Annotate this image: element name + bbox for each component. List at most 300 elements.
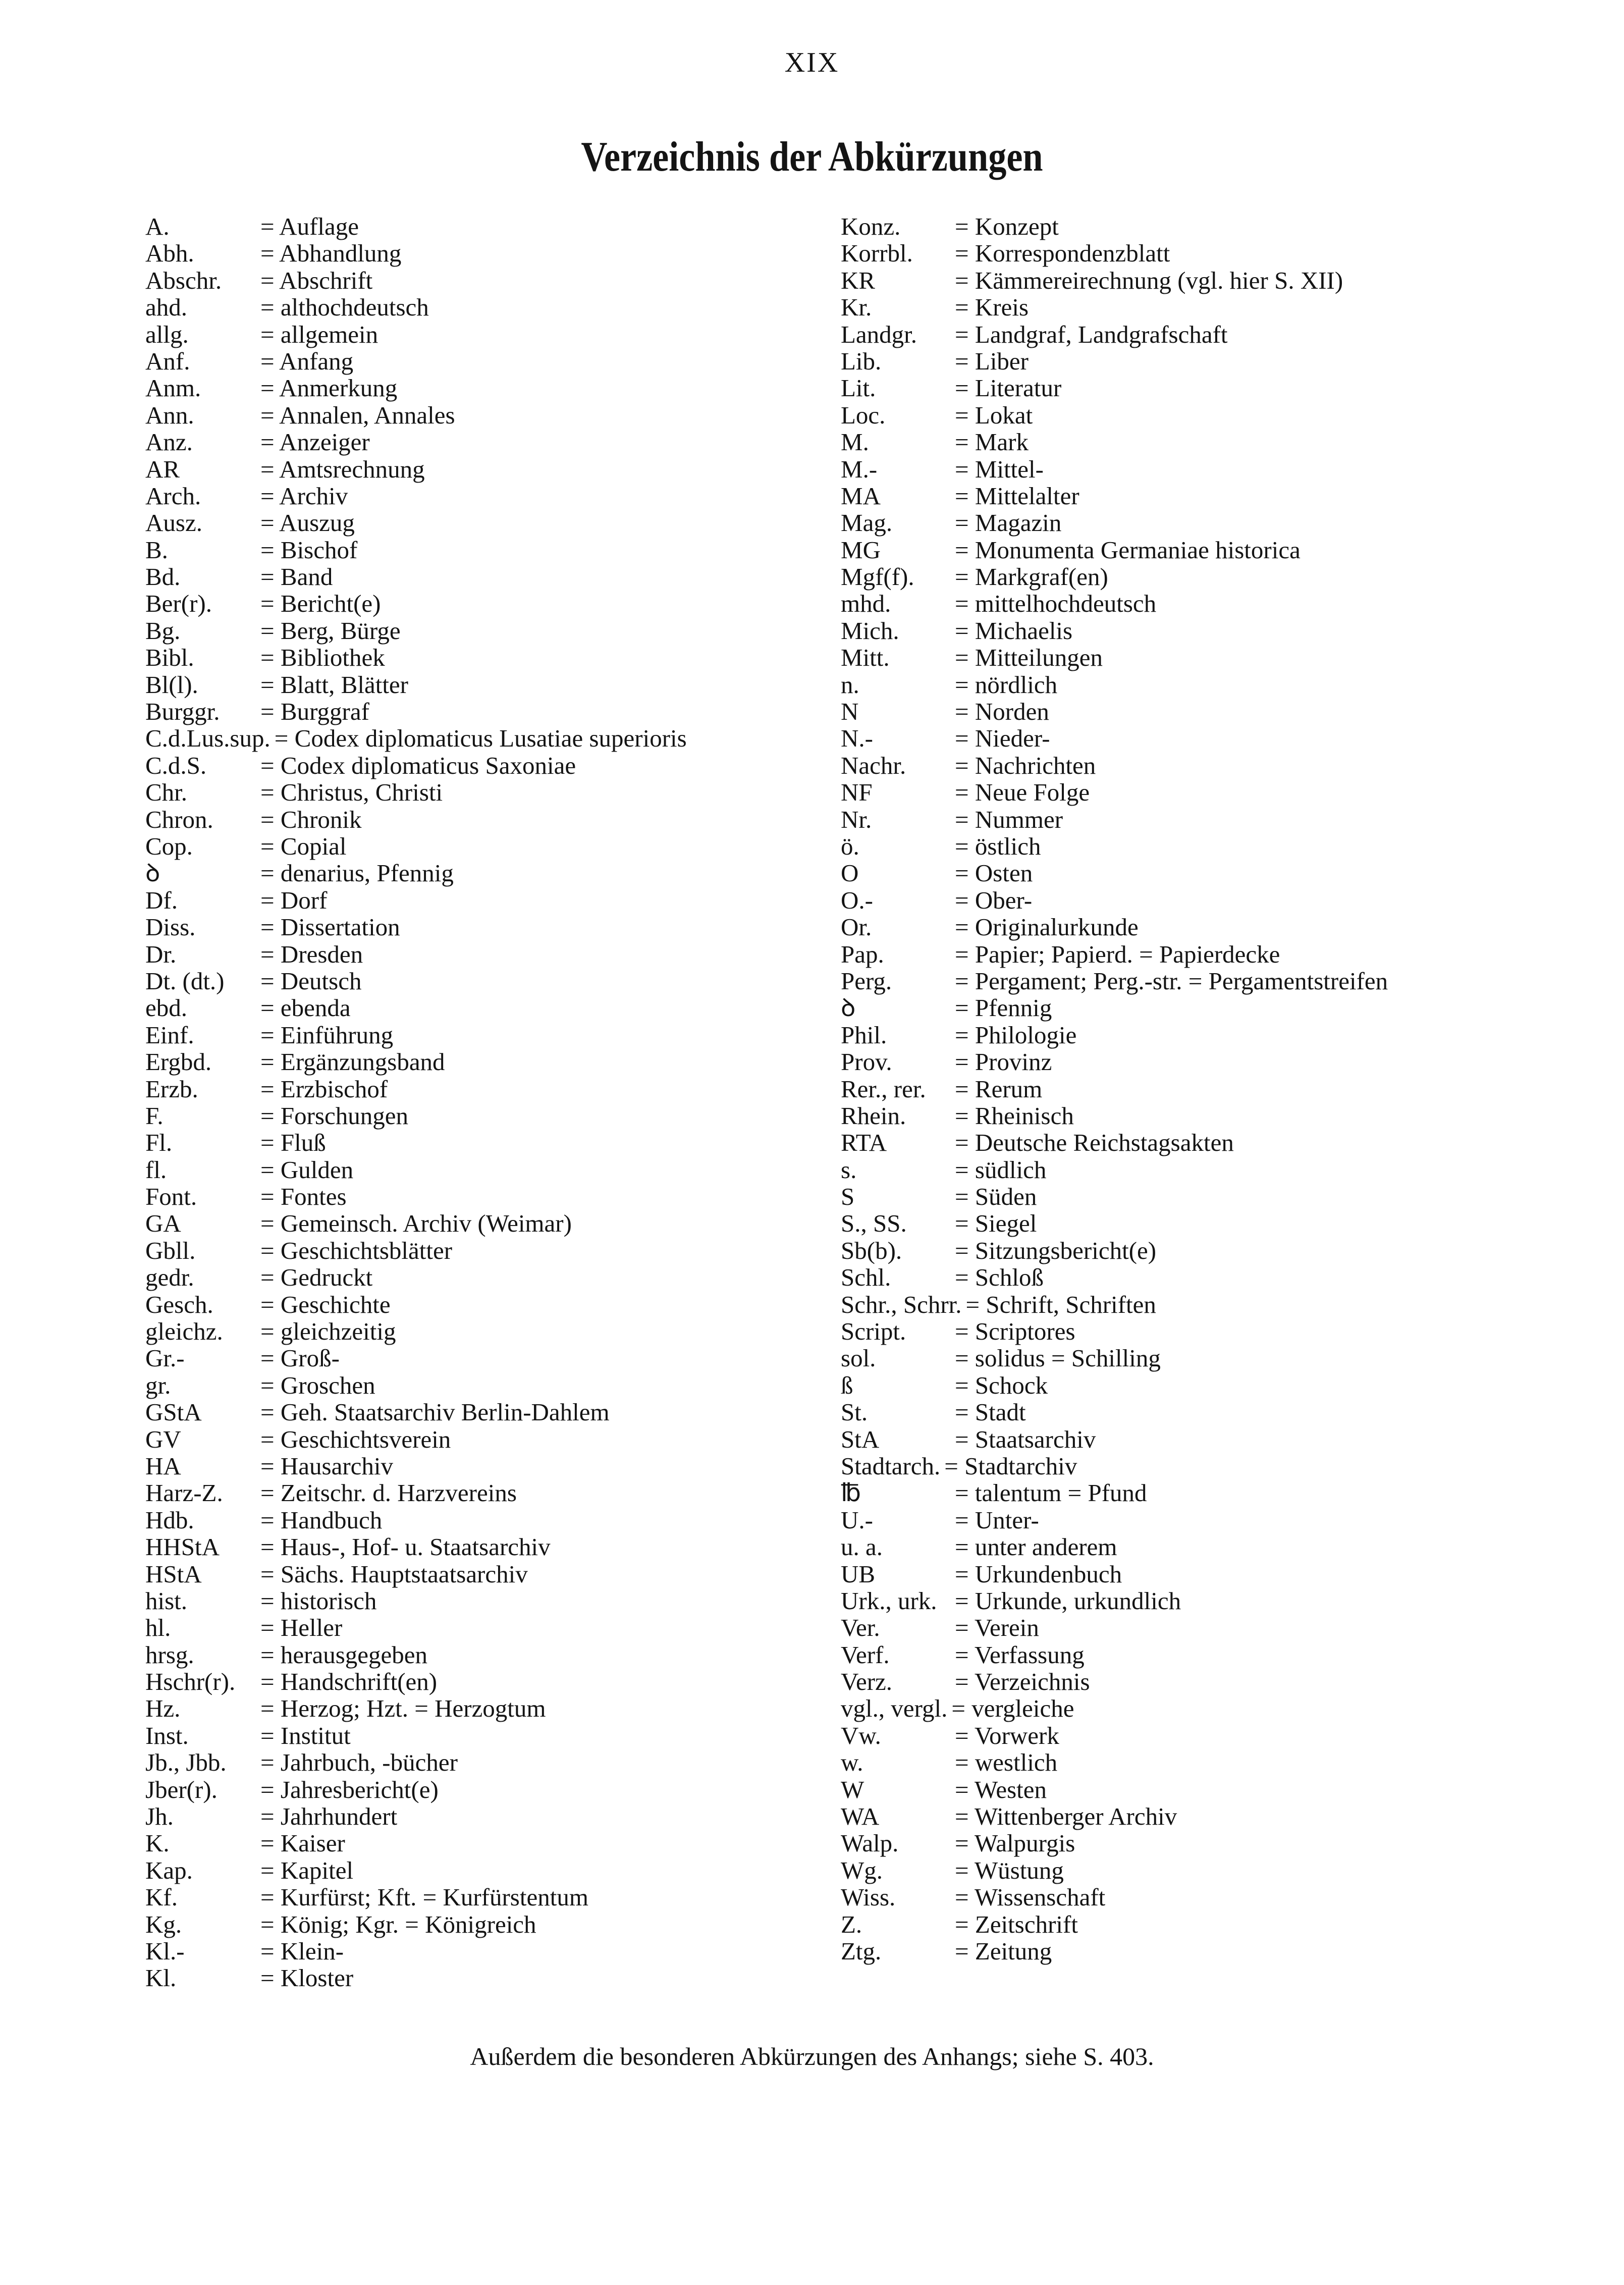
abbreviation-entry	[841, 563, 1588, 590]
abbreviation-entry	[145, 1803, 852, 1830]
abbreviation: Erzb.	[145, 1075, 198, 1103]
abbreviation-entry	[841, 698, 1588, 725]
abbreviation-entry	[145, 1587, 852, 1614]
abbreviation-entry	[841, 1803, 1588, 1830]
footnote: Außerdem die besonderen Abkürzungen des Anhangs; siehe S. 403.	[470, 2042, 1154, 2070]
abbreviation-entry	[145, 1076, 852, 1102]
abbreviation-entry	[841, 1668, 1588, 1695]
abbreviation-entry	[145, 1453, 852, 1479]
abbreviation: NF	[841, 778, 873, 807]
abbreviation: Stadtarch.	[841, 1452, 941, 1480]
abbreviation-entry	[841, 1102, 1588, 1129]
abbreviation-entry	[145, 1533, 852, 1560]
abbreviation-definition: = Schrift, Schriften	[965, 1290, 1156, 1318]
abbreviation-definition: = Westen	[955, 1775, 1047, 1803]
abbreviation-definition: = Urkunde, urkundlich	[955, 1586, 1181, 1615]
abbreviation-entry	[145, 1938, 852, 1964]
abbreviation-entry	[841, 1561, 1588, 1587]
abbreviation: Rer., rer.	[841, 1075, 926, 1103]
abbreviation: Ztg.	[841, 1937, 882, 1965]
abbreviation-entry	[841, 1533, 1588, 1560]
abbreviation: Or.	[841, 913, 872, 941]
abbreviation-entry	[145, 213, 852, 240]
abbreviation-entry	[145, 1102, 852, 1129]
abbreviation-entry	[145, 240, 852, 267]
abbreviation-entry	[145, 456, 852, 483]
abbreviation-definition: = Deutsch	[260, 967, 362, 995]
abbreviation-definition: = Anfang	[260, 347, 354, 375]
abbreviation-definition: = Zeitschr. d. Harzvereins	[260, 1479, 517, 1507]
abbreviation-definition: = Fluß	[260, 1129, 326, 1157]
abbreviation-definition: = Unter-	[955, 1506, 1039, 1534]
abbreviation: Hschr(r).	[145, 1668, 236, 1696]
abbreviation: fl.	[145, 1155, 167, 1184]
abbreviation-entry	[145, 402, 852, 429]
abbreviation-entry	[145, 1776, 852, 1803]
abbreviation-definition: = Einführung	[260, 1021, 394, 1049]
abbreviation-definition: = Jahrhundert	[260, 1802, 398, 1831]
abbreviation-entry	[145, 509, 852, 536]
abbreviation: Hz.	[145, 1694, 181, 1723]
abbreviation: Burggr.	[145, 698, 220, 726]
abbreviation: gedr.	[145, 1263, 194, 1292]
abbreviation: Gbll.	[145, 1236, 196, 1264]
abbreviation: MG	[841, 536, 881, 564]
abbreviation: Bibl.	[145, 644, 194, 672]
abbreviation-definition: = Mitteilungen	[955, 644, 1103, 672]
abbreviation: w.	[841, 1748, 863, 1777]
abbreviation-entry	[841, 941, 1588, 968]
abbreviation-definition: = solidus = Schilling	[955, 1344, 1161, 1372]
abbreviation-entry	[841, 914, 1588, 940]
abbreviation-definition: = Schloß	[955, 1263, 1044, 1292]
abbreviation: ahd.	[145, 293, 187, 322]
abbreviation: U.-	[841, 1506, 873, 1534]
abbreviation: Perg.	[841, 967, 892, 995]
abbreviation: Pap.	[841, 940, 884, 968]
abbreviation-entry	[145, 1345, 852, 1371]
abbreviation-definition: = Geschichte	[260, 1290, 391, 1318]
abbreviation: Kl.-	[145, 1937, 185, 1965]
abbreviation-definition: = Wissenschaft	[955, 1883, 1106, 1911]
abbreviation-definition: = ebenda	[260, 994, 351, 1022]
abbreviation-definition: = Blatt, Blätter	[260, 670, 408, 699]
abbreviation-entry	[145, 779, 852, 806]
abbreviation: St.	[841, 1398, 868, 1426]
abbreviation: N.-	[841, 724, 873, 753]
abbreviation-entry	[841, 1399, 1588, 1425]
abbreviation-entry	[841, 1884, 1588, 1910]
abbreviation-definition: = Walpurgis	[955, 1829, 1075, 1857]
abbreviation-definition: = Archiv	[260, 482, 348, 510]
abbreviation-definition: = Sitzungsbericht(e)	[955, 1236, 1157, 1264]
abbreviation-definition: = Mittel-	[955, 455, 1044, 483]
abbreviation-entry	[145, 294, 852, 321]
abbreviation-entry	[841, 1507, 1588, 1533]
abbreviation-definition: = Rerum	[955, 1075, 1043, 1103]
abbreviation-entry	[841, 1129, 1588, 1156]
abbreviation-definition: = Klein-	[260, 1937, 344, 1965]
abbreviation: hl.	[145, 1614, 171, 1642]
abbreviation-definition: = Literatur	[955, 374, 1062, 402]
abbreviation-definition: = Jahrbuch, -bücher	[260, 1748, 458, 1777]
abbreviation-definition: = Urkundenbuch	[955, 1560, 1122, 1588]
abbreviation: Loc.	[841, 401, 886, 429]
abbreviation: Hdb.	[145, 1506, 194, 1534]
abbreviation: F.	[145, 1101, 164, 1130]
abbreviation-entry	[145, 941, 852, 968]
abbreviation-definition: = Codex diplomaticus Lusatiae superioris	[274, 724, 687, 753]
abbreviation-definition: = herausgegeben	[260, 1640, 428, 1669]
abbreviation-entry	[145, 887, 852, 914]
abbreviation: Kg.	[145, 1910, 182, 1938]
abbreviation-definition: = Hausarchiv	[260, 1452, 394, 1480]
abbreviation: Abh.	[145, 239, 194, 268]
abbreviation-definition: = Amtsrechnung	[260, 455, 425, 483]
abbreviation: Nr.	[841, 805, 872, 833]
abbreviation-definition: = Mark	[955, 428, 1029, 456]
abbreviation-definition: = Codex diplomaticus Saxoniae	[260, 751, 576, 779]
abbreviation: Mich.	[841, 616, 899, 645]
abbreviation-entry	[145, 267, 852, 294]
abbreviation-definition: = Haus-, Hof- u. Staatsarchiv	[260, 1533, 551, 1561]
abbreviation: Vw.	[841, 1721, 881, 1749]
abbreviation-definition: = Lokat	[955, 401, 1033, 429]
abbreviation-definition: = Abschrift	[260, 266, 373, 294]
abbreviation-definition: = Dresden	[260, 940, 363, 968]
abbreviation: Ergbd.	[145, 1048, 212, 1076]
abbreviation: Chron.	[145, 805, 213, 833]
abbreviation: Script.	[841, 1317, 906, 1346]
abbreviation-definition: = Groschen	[260, 1371, 375, 1399]
abbreviation-entry	[841, 1291, 1588, 1318]
abbreviation-definition: = Verein	[955, 1614, 1039, 1642]
abbreviation-definition: = Wittenberger Archiv	[955, 1802, 1177, 1831]
abbreviation-definition: = Verzeichnis	[955, 1668, 1090, 1696]
abbreviation: sol.	[841, 1344, 876, 1372]
abbreviation: Jb., Jbb.	[145, 1748, 227, 1777]
abbreviation-definition: = Chronik	[260, 805, 362, 833]
abbreviation-entry	[145, 860, 852, 886]
abbreviation-definition: = Ergänzungsband	[260, 1048, 445, 1076]
abbreviation-definition: = nördlich	[955, 670, 1058, 699]
abbreviation: Phil.	[841, 1021, 887, 1049]
abbreviation: n.	[841, 670, 859, 699]
abbreviation-definition: = Jahresbericht(e)	[260, 1775, 439, 1803]
abbreviation-definition: = Landgraf, Landgrafschaft	[955, 320, 1228, 348]
abbreviation: GStA	[145, 1398, 202, 1426]
abbreviation-definition: = Nummer	[955, 805, 1063, 833]
abbreviation-definition: = Geschichtsverein	[260, 1425, 451, 1453]
abbreviation-entry	[841, 860, 1588, 886]
abbreviation-definition: = gleichzeitig	[260, 1317, 396, 1346]
abbreviation: Anm.	[145, 374, 201, 402]
abbreviation-definition: = Markgraf(en)	[955, 563, 1108, 591]
abbreviation: Einf.	[145, 1021, 194, 1049]
abbreviation-entry	[841, 1183, 1588, 1210]
abbreviation: Korrbl.	[841, 239, 913, 268]
abbreviation-entry	[145, 1884, 852, 1910]
abbreviation-definition: = südlich	[955, 1155, 1047, 1184]
abbreviation-entry	[145, 1237, 852, 1264]
abbreviation-definition: = Liber	[955, 347, 1028, 375]
abbreviation-definition: = Gedruckt	[260, 1263, 373, 1292]
abbreviation-definition: = Vorwerk	[955, 1721, 1059, 1749]
abbreviation-definition: = historisch	[260, 1586, 377, 1615]
abbreviation-entry	[145, 1048, 852, 1075]
abbreviation-definition: = Christus, Christi	[260, 778, 443, 807]
abbreviation-entry	[145, 1291, 852, 1318]
abbreviation-entry	[841, 294, 1588, 321]
abbreviation: hist.	[145, 1586, 188, 1615]
abbreviation-definition: = Papier; Papierd. = Papierdecke	[955, 940, 1280, 968]
abbreviation: Bg.	[145, 616, 181, 645]
abbreviation-definition: = Originalurkunde	[955, 913, 1139, 941]
abbreviation: O	[841, 859, 859, 887]
abbreviation-entry	[145, 617, 852, 644]
abbreviation: Verf.	[841, 1640, 890, 1669]
abbreviation-definition: = unter anderem	[955, 1533, 1117, 1561]
abbreviation-definition: = östlich	[955, 832, 1041, 860]
abbreviation: Ver.	[841, 1614, 880, 1642]
abbreviation: Urk., urk.	[841, 1586, 937, 1615]
abbreviation-list-right	[841, 213, 1588, 1964]
abbreviation: vgl., vergl.	[841, 1694, 948, 1723]
abbreviation: Ann.	[145, 401, 194, 429]
abbreviation: S., SS.	[841, 1209, 907, 1238]
abbreviation-entry	[145, 752, 852, 779]
abbreviation: ℔	[841, 1479, 861, 1507]
abbreviation-definition: = Verfassung	[955, 1640, 1085, 1669]
abbreviation-definition: = Zeitschrift	[955, 1910, 1078, 1938]
abbreviation: O.-	[841, 886, 873, 914]
abbreviation-definition: = Auszug	[260, 509, 355, 537]
abbreviation: Dt. (dt.)	[145, 967, 225, 995]
abbreviation: KR	[841, 266, 876, 294]
abbreviation-entry	[841, 1830, 1588, 1856]
abbreviation-definition: = Dissertation	[260, 913, 400, 941]
abbreviation: Ber(r).	[145, 590, 212, 618]
abbreviation-entry	[145, 1399, 852, 1425]
abbreviation: C.d.S.	[145, 751, 207, 779]
abbreviation: S	[841, 1183, 855, 1211]
abbreviation-definition: = Stadt	[955, 1398, 1026, 1426]
abbreviation: Schr., Schrr.	[841, 1290, 962, 1318]
abbreviation: allg.	[145, 320, 189, 348]
abbreviation-definition: = Provinz	[955, 1048, 1052, 1076]
abbreviation-definition: = mittelhochdeutsch	[955, 590, 1157, 618]
abbreviation-definition: = allgemein	[260, 320, 378, 348]
abbreviation: Bd.	[145, 563, 181, 591]
abbreviation-entry	[145, 1641, 852, 1668]
abbreviation-entry	[841, 483, 1588, 509]
abbreviation: Kf.	[145, 1883, 178, 1911]
abbreviation: Mgf(f).	[841, 563, 914, 591]
abbreviation: HA	[145, 1452, 181, 1480]
abbreviation-definition: = Handschrift(en)	[260, 1668, 438, 1696]
abbreviation-definition: = Wüstung	[955, 1856, 1064, 1884]
abbreviation-entry	[841, 348, 1588, 375]
abbreviation-definition: = Neue Folge	[955, 778, 1090, 807]
abbreviation: WA	[841, 1802, 880, 1831]
abbreviation-entry	[145, 321, 852, 348]
abbreviation: ꝺ	[145, 859, 160, 887]
abbreviation: Z.	[841, 1910, 862, 1938]
abbreviation: Mitt.	[841, 644, 890, 672]
abbreviation: C.d.Lus.sup.	[145, 724, 270, 753]
abbreviation-entry	[145, 1372, 852, 1399]
abbreviation-entry	[841, 429, 1588, 455]
abbreviation-definition: = Fontes	[260, 1183, 347, 1211]
abbreviation-entry	[145, 1911, 852, 1938]
abbreviation-entry	[841, 779, 1588, 806]
abbreviation-definition: = Rheinisch	[955, 1101, 1074, 1130]
abbreviation-definition: = Kaiser	[260, 1829, 345, 1857]
abbreviation-definition: = Staatsarchiv	[955, 1425, 1096, 1453]
abbreviation-definition: = Scriptores	[955, 1317, 1075, 1346]
abbreviation-definition: = Band	[260, 563, 333, 591]
abbreviation-entry	[841, 1641, 1588, 1668]
abbreviation-definition: = Anzeiger	[260, 428, 370, 456]
abbreviation-entry	[145, 1749, 852, 1776]
abbreviation: Landgr.	[841, 320, 917, 348]
abbreviation: UB	[841, 1560, 876, 1588]
abbreviation-definition: = Kreis	[955, 293, 1029, 322]
abbreviation-definition: = Nieder-	[955, 724, 1050, 753]
abbreviation-entry	[145, 1695, 852, 1722]
abbreviation-entry	[841, 725, 1588, 752]
abbreviation-definition: = Anmerkung	[260, 374, 398, 402]
abbreviation-entry	[841, 644, 1588, 671]
abbreviation-entry	[145, 833, 852, 860]
abbreviation-entry	[841, 537, 1588, 563]
abbreviation: Cop.	[145, 832, 193, 860]
abbreviation-entry	[145, 968, 852, 994]
abbreviation-entry	[145, 914, 852, 940]
abbreviation: Bl(l).	[145, 670, 198, 699]
abbreviation-entry	[145, 1561, 852, 1587]
abbreviation: Konz.	[841, 212, 901, 240]
abbreviation: HHStA	[145, 1533, 220, 1561]
abbreviation-entry	[145, 375, 852, 401]
abbreviation-entry	[841, 1345, 1588, 1371]
abbreviation-entry	[841, 590, 1588, 617]
abbreviation-entry	[841, 994, 1588, 1021]
abbreviation: Prov.	[841, 1048, 892, 1076]
abbreviation-definition: = althochdeutsch	[260, 293, 429, 322]
abbreviation-entry	[841, 321, 1588, 348]
abbreviation-definition: = Dorf	[260, 886, 328, 914]
abbreviation-entry	[145, 1507, 852, 1533]
abbreviation-definition: = Burggraf	[260, 698, 369, 726]
abbreviation-definition: = Pfennig	[955, 994, 1052, 1022]
abbreviation-entry	[841, 1372, 1588, 1399]
abbreviation: Jh.	[145, 1802, 174, 1831]
abbreviation-entry	[145, 1830, 852, 1856]
abbreviation: gleichz.	[145, 1317, 223, 1346]
abbreviation-definition: = Zeitung	[955, 1937, 1052, 1965]
abbreviation: Arch.	[145, 482, 201, 510]
abbreviation-entry	[145, 1614, 852, 1641]
abbreviation-definition: = Berg, Bürge	[260, 616, 401, 645]
abbreviation-definition: = Bibliothek	[260, 644, 385, 672]
abbreviation: Sb(b).	[841, 1236, 902, 1264]
page-number: XIX	[784, 47, 840, 78]
abbreviation-entry	[145, 1210, 852, 1237]
abbreviation-entry	[145, 994, 852, 1021]
abbreviation-entry	[841, 1318, 1588, 1345]
abbreviation-entry	[145, 1156, 852, 1183]
abbreviation-entry	[841, 1857, 1588, 1884]
abbreviation: Verz.	[841, 1668, 893, 1696]
abbreviation-definition: = Konzept	[955, 212, 1059, 240]
abbreviation-definition: = Siegel	[955, 1209, 1037, 1238]
abbreviation: Kap.	[145, 1856, 193, 1884]
abbreviation-entry	[145, 1183, 852, 1210]
abbreviation-definition: = Sächs. Hauptstaatsarchiv	[260, 1560, 528, 1588]
abbreviation-entry	[145, 644, 852, 671]
abbreviation-definition: = Stadtarchiv	[944, 1452, 1077, 1480]
abbreviation-entry	[841, 806, 1588, 833]
abbreviation: ß	[841, 1371, 853, 1399]
abbreviation-entry	[841, 267, 1588, 294]
abbreviation-definition: = Abhandlung	[260, 239, 402, 268]
abbreviation-definition: = Annalen, Annales	[260, 401, 455, 429]
abbreviation: K.	[145, 1829, 170, 1857]
abbreviation-definition: = Pergament; Perg.-str. = Pergamentstreifen	[955, 967, 1388, 995]
abbreviation-entry	[841, 1749, 1588, 1776]
abbreviation-definition: = Kloster	[260, 1964, 354, 1992]
abbreviation-entry	[145, 1964, 852, 1991]
abbreviation-definition: = Gulden	[260, 1155, 354, 1184]
abbreviation: Df.	[145, 886, 178, 914]
abbreviation: Jber(r).	[145, 1775, 218, 1803]
abbreviation-entry	[145, 429, 852, 455]
abbreviation: B.	[145, 536, 168, 564]
abbreviation-entry	[145, 1722, 852, 1749]
abbreviation-entry	[145, 537, 852, 563]
abbreviation-entry	[841, 402, 1588, 429]
abbreviation: Kr.	[841, 293, 872, 322]
page-title: Verzeichnis der Abkürzungen	[581, 133, 1043, 180]
abbreviation: Anf.	[145, 347, 190, 375]
abbreviation-definition: = Norden	[955, 698, 1049, 726]
abbreviation-definition: = Geh. Staatsarchiv Berlin-Dahlem	[260, 1398, 610, 1426]
abbreviation: GA	[145, 1209, 181, 1238]
abbreviation-definition: = Herzog; Hzt. = Herzogtum	[260, 1694, 546, 1723]
abbreviation: M.-	[841, 455, 878, 483]
abbreviation-entry	[841, 1911, 1588, 1938]
abbreviation-entry	[145, 483, 852, 509]
abbreviation-entry	[841, 1614, 1588, 1641]
abbreviation: RTA	[841, 1129, 887, 1157]
abbreviation-definition: = Mittelalter	[955, 482, 1079, 510]
abbreviation: Font.	[145, 1183, 197, 1211]
abbreviation: N	[841, 698, 859, 726]
abbreviation-definition: = Groß-	[260, 1344, 340, 1372]
abbreviation: Wg.	[841, 1856, 883, 1884]
abbreviation: Rhein.	[841, 1101, 906, 1130]
abbreviation-entry	[841, 617, 1588, 644]
abbreviation-definition: = Heller	[260, 1614, 343, 1642]
abbreviation: Schl.	[841, 1263, 891, 1292]
abbreviation-entry	[841, 456, 1588, 483]
abbreviation-entry	[841, 1479, 1588, 1506]
abbreviation: Anz.	[145, 428, 193, 456]
abbreviation-definition: = Michaelis	[955, 616, 1073, 645]
abbreviation-entry	[841, 1722, 1588, 1749]
abbreviation: HStA	[145, 1560, 202, 1588]
